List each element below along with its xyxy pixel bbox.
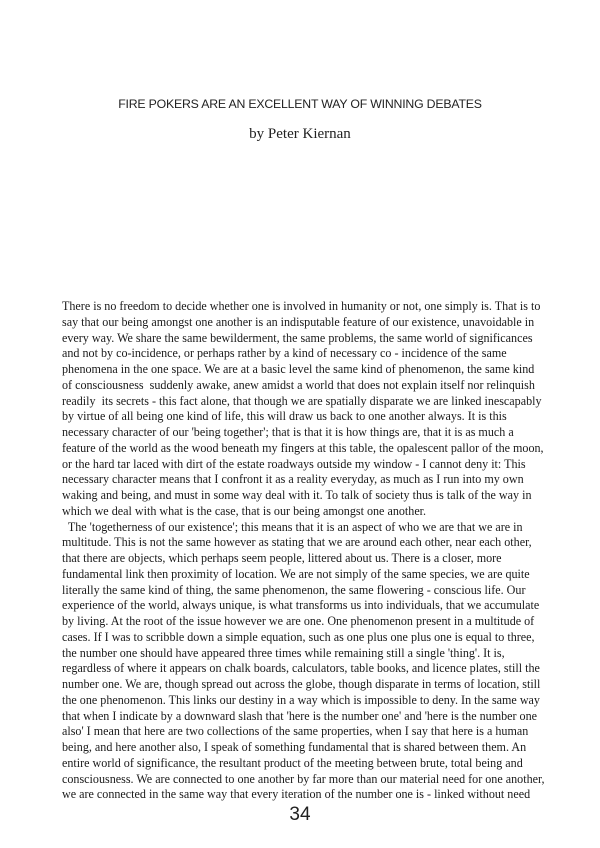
- body-line: which we deal with what is the case, that is our being amongst one another.: [62, 503, 427, 518]
- body-line: the number one should have appeared three times while remaining still a single 'thing'. It is,: [62, 645, 505, 660]
- body-line: being, and here another also, I speak of something fundamental that is shared between them. An: [62, 740, 527, 754]
- body-line: say that our being amongst one another is an indisputable feature of our existence, unavoidable in: [62, 314, 535, 329]
- document-title: FIRE POKERS ARE AN EXCELLENT WAY OF WINNING DEBATES: [118, 97, 482, 111]
- body-line: regardless of where it appears on chalk boards, calculators, table books, and licence plates, still the: [62, 661, 540, 676]
- body-line: and not by co-incidence, or perhaps rather by a kind of necessary co - incidence of the same: [62, 346, 507, 361]
- body-line: consciousness. We are connected to one another by far more than our material need for one another,: [62, 771, 545, 786]
- body-text: [62, 299, 547, 803]
- body-line: or the hard tar laced with dirt of the estate roadways outside my window - I cannot deny it: This: [62, 456, 526, 471]
- body-line: literally the same kind of thing, the same phenomenon, the same flowering - conscious life. Our: [62, 582, 526, 597]
- body-line: number one. We are, though spread out across the globe, though disparate in terms of location, still: [62, 677, 541, 691]
- body-line: necessary character of our 'being together'; that is that it is how things are, that it is as much a: [62, 425, 514, 439]
- body-line: every way. We share the same bewilderment, the same problems, the same world of significances: [62, 330, 533, 345]
- body-line: the one phenomenon. This links our destiny in a way which is impossible to deny. In the same way: [62, 692, 540, 707]
- body-line: cases. If I was to scribble down a simple equation, such as one plus one plus one is equal to three,: [62, 629, 535, 644]
- body-line: feature of the world as the wood beneath my fingers at this table, the opalescent pallor of the moon,: [62, 440, 544, 455]
- body-line: experience of the world, always unique, is what transforms us into individuals, that we accumulate: [62, 598, 540, 613]
- page-number: 34: [289, 804, 311, 825]
- body-line: There is no freedom to decide whether one is involved in humanity or not, one simply is. That is to: [62, 299, 541, 313]
- body-line: entire world of significance, the resultant product of the meeting between brute, total being and: [62, 755, 523, 770]
- body-line: by living. At the root of the issue however we are one. One phenomenon present in a multitude of: [62, 614, 535, 628]
- body-line: we are connected in the same way that every iteration of the number one is - linked without need: [62, 787, 531, 802]
- body-line: by virtue of all being one kind of life, this will draw us back to one another always. It is this: [62, 409, 507, 424]
- body-line: phenomena in the one space. We are at a basic level the same kind of phenomenon, the same kind: [62, 362, 535, 376]
- author-byline: by Peter Kiernan: [249, 126, 351, 142]
- body-line: The 'togetherness of our existence'; this means that it is an aspect of who we are that we are in: [62, 519, 523, 534]
- body-line: multitude. This is not the same however as stating that we are around each other, near each other,: [62, 535, 532, 550]
- body-line: readily its secrets - this fact alone, that though we are spatially disparate we are linked inescapably: [62, 393, 542, 408]
- body-line: of consciousness suddenly awake, anew amidst a world that does not explain itself nor relinquish: [62, 377, 535, 392]
- body-line: also' I mean that here are two collections of the same properties, when I say that here is a human: [62, 724, 529, 739]
- body-line: fundamental link then proximity of location. We are not simply of the same species, we are quite: [62, 566, 530, 581]
- body-line: that there are objects, which perhaps seem people, littered about us. There is a closer, more: [62, 551, 502, 565]
- body-line: waking and being, and must in some way deal with it. To talk of society thus is talk of the way in: [62, 488, 532, 502]
- body-line: necessary character means that I confront it as a reality everyday, as much as I run into my own: [62, 472, 524, 487]
- body-line: that when I indicate by a downward slash that 'here is the number one' and 'here is the number one: [62, 708, 538, 723]
